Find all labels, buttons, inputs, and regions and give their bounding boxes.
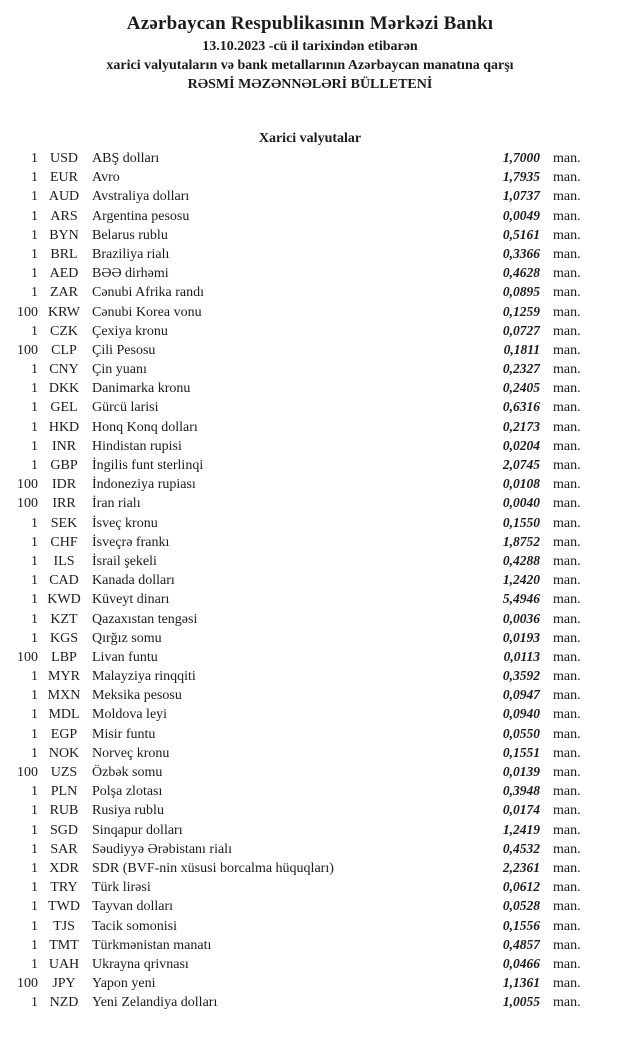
currency-code-cell: BRL <box>50 246 78 262</box>
quantity-cell: 100 <box>17 765 38 780</box>
currency-name-cell: Rusiya rublu <box>92 803 164 819</box>
rate-value-cell: 2,2361 <box>502 859 540 875</box>
currency-code-cell: EUR <box>50 170 78 186</box>
rate-row <box>0 282 620 301</box>
rate-row <box>0 321 620 340</box>
quantity-cell: 100 <box>17 496 38 512</box>
currency-code-cell: AED <box>49 266 79 282</box>
currency-code-cell: MYR <box>48 669 80 685</box>
currency-code-cell: ZAR <box>50 285 78 301</box>
rate-value-cell: 0,4288 <box>502 552 540 568</box>
rate-value-cell: 0,2173 <box>502 418 540 434</box>
currency-name-cell: Polşa zlotası <box>92 784 163 800</box>
rate-row <box>0 781 620 800</box>
unit-cell: man. <box>553 227 581 243</box>
currency-code-cell: PLN <box>50 784 78 800</box>
rate-row <box>0 455 620 474</box>
unit-cell: man. <box>553 918 581 934</box>
unit-cell: man. <box>553 784 581 800</box>
unit-cell: man. <box>553 496 581 512</box>
unit-cell: man. <box>553 458 581 473</box>
rate-row <box>0 474 620 493</box>
quantity-cell: 1 <box>31 899 38 915</box>
quantity-cell: 1 <box>31 170 38 186</box>
currency-name-cell: Hindistan rupisi <box>92 438 182 454</box>
currency-name-cell: Türk lirəsi <box>92 880 151 896</box>
rate-value-cell: 0,4628 <box>502 265 540 281</box>
currency-name-cell: Küveyt dinarı <box>92 592 170 608</box>
quantity-cell: 1 <box>31 592 38 608</box>
currency-name-cell: İndoneziya rupiası <box>92 477 196 493</box>
rate-row <box>0 148 620 167</box>
quantity-cell: 1 <box>31 266 38 282</box>
rate-row <box>0 397 620 416</box>
quantity-cell: 1 <box>31 381 38 397</box>
currency-code-cell: EGP <box>50 726 78 742</box>
rate-value-cell: 0,1259 <box>502 303 540 319</box>
rate-value-cell: 0,0204 <box>502 437 540 453</box>
currency-code-cell: TJS <box>53 918 75 934</box>
quantity-cell: 1 <box>31 362 38 378</box>
exchange-rates-table <box>0 148 620 1011</box>
unit-cell: man. <box>553 285 581 301</box>
unit-cell: man. <box>553 726 581 742</box>
rate-value-cell: 1,7000 <box>502 150 540 165</box>
quantity-cell: 1 <box>31 246 38 262</box>
currency-code-cell: KRW <box>48 304 80 320</box>
rate-value-cell: 0,1811 <box>503 341 540 357</box>
quantity-cell: 1 <box>31 880 38 896</box>
rate-value-cell: 0,0113 <box>503 648 540 664</box>
currency-name-cell: Yapon yeni <box>92 976 156 992</box>
currency-name-cell: Norveç kronu <box>92 745 170 761</box>
rate-value-cell: 0,0108 <box>502 476 540 492</box>
currency-code-cell: LBP <box>51 649 77 665</box>
rate-row <box>0 244 620 263</box>
rate-row <box>0 992 620 1011</box>
currency-name-cell: Yeni Zelandiya dolları <box>92 995 218 1011</box>
rate-row <box>0 896 620 915</box>
unit-cell: man. <box>553 189 581 205</box>
rate-row <box>0 570 620 589</box>
unit-cell: man. <box>553 688 581 704</box>
unit-cell: man. <box>553 841 581 857</box>
currency-code-cell: JPY <box>52 976 76 992</box>
currency-name-cell: Tayvan dolları <box>92 899 174 915</box>
unit-cell: man. <box>553 995 581 1011</box>
quantity-cell: 1 <box>31 515 38 531</box>
unit-cell: man. <box>553 515 581 531</box>
currency-code-cell: KGS <box>49 630 78 646</box>
rate-row <box>0 628 620 647</box>
unit-cell: man. <box>553 438 581 454</box>
unit-cell: man. <box>553 304 581 320</box>
rate-value-cell: 0,0612 <box>502 879 540 895</box>
currency-code-cell: SGD <box>49 822 78 838</box>
bulletin-header <box>0 0 620 94</box>
currency-name-cell: İran rialı <box>92 496 141 512</box>
currency-code-cell: ARS <box>50 208 78 224</box>
rate-row <box>0 186 620 205</box>
currency-code-cell: GEL <box>50 400 78 416</box>
quantity-cell: 1 <box>31 630 38 646</box>
quantity-cell: 1 <box>31 956 38 972</box>
quantity-cell: 1 <box>31 458 38 473</box>
rate-value-cell: 0,0174 <box>502 802 540 818</box>
rate-value-cell: 0,0727 <box>502 322 540 338</box>
currency-name-cell: Argentina pesosu <box>92 208 190 224</box>
quantity-cell: 1 <box>31 553 38 569</box>
rate-row <box>0 800 620 819</box>
currency-name-cell: SDR (BVF-nin xüsusi borcalma hüquqları) <box>92 860 334 876</box>
currency-code-cell: MXN <box>47 688 81 704</box>
quantity-cell: 1 <box>31 285 38 301</box>
rate-row <box>0 743 620 762</box>
currency-code-cell: USD <box>49 151 78 166</box>
bank-title: Azərbaycan Respublikasının Mərkəzi Bankı <box>126 13 494 34</box>
currency-name-cell: Moldova leyi <box>92 707 168 723</box>
rate-row <box>0 589 620 608</box>
unit-cell: man. <box>553 592 581 608</box>
currency-name-cell: Tacik somonisi <box>92 918 177 934</box>
currency-code-cell: DKK <box>48 381 80 397</box>
currency-name-cell: Qazaxıstan tengəsi <box>92 611 198 627</box>
quantity-cell: 1 <box>31 227 38 243</box>
quantity-cell: 1 <box>31 611 38 627</box>
quantity-cell: 1 <box>31 189 38 205</box>
rate-row <box>0 685 620 704</box>
currency-name-cell: Avro <box>92 170 120 186</box>
currency-code-cell: TMT <box>49 937 79 953</box>
quantity-cell: 1 <box>31 803 38 819</box>
rate-value-cell: 0,2327 <box>502 361 540 377</box>
rate-row <box>0 513 620 532</box>
currency-code-cell: RUB <box>49 803 79 819</box>
currency-code-cell: ILS <box>53 553 75 569</box>
unit-cell: man. <box>553 745 581 761</box>
rate-row <box>0 762 620 781</box>
currency-code-cell: NZD <box>49 995 79 1011</box>
quantity-cell: 1 <box>31 937 38 953</box>
rate-row <box>0 647 620 666</box>
unit-cell: man. <box>553 611 581 627</box>
currency-name-cell: İsveçrə frankı <box>92 534 170 550</box>
rate-value-cell: 5,4946 <box>502 591 540 607</box>
rate-row <box>0 167 620 186</box>
rate-value-cell: 0,0139 <box>502 764 540 779</box>
currency-code-cell: UAH <box>48 956 80 972</box>
quantity-cell: 1 <box>31 707 38 723</box>
quantity-cell: 1 <box>31 419 38 435</box>
quantity-cell: 100 <box>17 304 38 320</box>
quantity-cell: 1 <box>31 400 38 416</box>
unit-cell: man. <box>553 649 581 665</box>
quantity-cell: 1 <box>31 726 38 742</box>
currency-name-cell: İsveç kronu <box>92 515 158 531</box>
currency-code-cell: IRR <box>52 496 76 512</box>
currency-code-cell: TRY <box>50 880 78 896</box>
quantity-cell: 100 <box>17 976 38 992</box>
rate-value-cell: 0,0049 <box>502 207 540 223</box>
rate-value-cell: 0,0036 <box>502 610 540 626</box>
currency-name-cell: Danimarka kronu <box>92 381 191 397</box>
unit-cell: man. <box>553 323 581 339</box>
unit-cell: man. <box>553 400 581 416</box>
quantity-cell: 1 <box>31 841 38 857</box>
rate-value-cell: 0,5161 <box>502 226 540 242</box>
rate-row <box>0 839 620 858</box>
rate-row <box>0 340 620 359</box>
currency-code-cell: INR <box>51 438 77 454</box>
unit-cell: man. <box>553 860 581 876</box>
rate-row <box>0 551 620 570</box>
rate-value-cell: 0,3948 <box>502 783 540 799</box>
rate-row <box>0 724 620 743</box>
rate-value-cell: 1,2419 <box>502 821 540 837</box>
rate-value-cell: 1,0737 <box>502 188 540 204</box>
currency-code-cell: IDR <box>51 477 77 493</box>
currency-code-cell: CZK <box>50 323 78 339</box>
currency-code-cell: CHF <box>50 534 78 550</box>
currency-code-cell: KZT <box>50 611 78 627</box>
currency-name-cell: Avstraliya dolları <box>92 189 190 205</box>
unit-cell: man. <box>553 707 581 723</box>
rate-value-cell: 0,0947 <box>502 687 540 703</box>
unit-cell: man. <box>553 534 581 550</box>
section-title: Xarici valyutalar <box>258 131 362 146</box>
quantity-cell: 1 <box>31 784 38 800</box>
quantity-cell: 1 <box>31 669 38 685</box>
currency-code-cell: GBP <box>50 458 78 473</box>
rate-value-cell: 1,2420 <box>502 572 540 588</box>
currency-code-cell: NOK <box>48 745 80 761</box>
rate-value-cell: 0,4857 <box>502 936 540 952</box>
quantity-cell: 1 <box>31 323 38 339</box>
rate-value-cell: 0,0550 <box>502 725 540 741</box>
quantity-cell: 1 <box>31 208 38 224</box>
quantity-cell: 1 <box>31 918 38 934</box>
rate-row <box>0 935 620 954</box>
currency-name-cell: Kanada dolları <box>92 573 175 589</box>
currency-name-cell: Cənubi Afrika randı <box>92 285 204 301</box>
rate-row <box>0 858 620 877</box>
quantity-cell: 1 <box>31 745 38 761</box>
currency-name-cell: Çexiya kronu <box>92 323 168 339</box>
rate-row <box>0 666 620 685</box>
unit-cell: man. <box>553 342 581 358</box>
unit-cell: man. <box>553 208 581 224</box>
unit-cell: man. <box>553 669 581 685</box>
unit-cell: man. <box>553 899 581 915</box>
currency-name-cell: ABŞ dolları <box>92 151 160 166</box>
rate-value-cell: 1,8752 <box>502 533 540 549</box>
currency-code-cell: CLP <box>51 342 77 358</box>
unit-cell: man. <box>553 477 581 493</box>
rate-value-cell: 1,7935 <box>502 169 540 185</box>
rate-value-cell: 0,4532 <box>502 840 540 856</box>
currency-name-cell: Livan funtu <box>92 649 158 665</box>
currency-code-cell: CNY <box>49 362 79 378</box>
currency-name-cell: Türkmənistan manatı <box>92 937 212 953</box>
unit-cell: man. <box>553 630 581 646</box>
rate-value-cell: 0,3592 <box>502 668 540 684</box>
currency-code-cell: SAR <box>50 841 78 857</box>
unit-cell: man. <box>553 765 581 780</box>
unit-cell: man. <box>553 573 581 589</box>
currency-code-cell: AUD <box>48 189 80 205</box>
unit-cell: man. <box>553 266 581 282</box>
unit-cell: man. <box>553 553 581 569</box>
quantity-cell: 1 <box>31 151 38 166</box>
rate-row <box>0 493 620 512</box>
currency-code-cell: XDR <box>49 860 79 876</box>
unit-cell: man. <box>553 170 581 186</box>
unit-cell: man. <box>553 151 581 166</box>
currency-name-cell: Cənubi Korea vonu <box>92 304 202 320</box>
rate-row <box>0 225 620 244</box>
currency-name-cell: Belarus rublu <box>92 227 168 243</box>
rate-value-cell: 0,1556 <box>502 917 540 933</box>
rate-value-cell: 0,0466 <box>502 955 540 971</box>
rate-row <box>0 973 620 992</box>
currency-name-cell: BƏƏ dirhəmi <box>92 266 169 282</box>
rate-value-cell: 0,0040 <box>502 495 540 511</box>
currency-code-cell: KWD <box>47 592 81 608</box>
currency-code-cell: MDL <box>48 707 80 723</box>
rate-value-cell: 0,0528 <box>502 898 540 914</box>
rate-value-cell: 0,6316 <box>502 399 540 415</box>
rate-value-cell: 0,0895 <box>502 284 540 300</box>
bulletin-name-line: RƏSMİ MƏZƏNNƏLƏRİ BÜLLETENİ <box>187 77 433 92</box>
quantity-cell: 100 <box>17 342 38 358</box>
currency-name-cell: Çin yuanı <box>92 362 147 378</box>
currency-name-cell: Qırğız somu <box>92 630 162 646</box>
rate-value-cell: 1,1361 <box>502 975 540 991</box>
rate-row <box>0 436 620 455</box>
unit-cell: man. <box>553 956 581 972</box>
currency-name-cell: İsrail şekeli <box>92 553 157 569</box>
currency-code-cell: SEK <box>50 515 78 531</box>
currency-name-cell: İngilis funt sterlinqi <box>92 458 204 473</box>
currency-code-cell: HKD <box>48 419 80 435</box>
rate-row <box>0 302 620 321</box>
rate-row <box>0 206 620 225</box>
rate-value-cell: 0,2405 <box>502 380 540 396</box>
rate-row <box>0 916 620 935</box>
rate-row <box>0 609 620 628</box>
unit-cell: man. <box>553 937 581 953</box>
subject-line: xarici valyutaların və bank metallarının Azərbaycan manatına qarşı <box>106 58 514 73</box>
currency-code-cell: BYN <box>49 227 79 243</box>
quantity-cell: 1 <box>31 688 38 704</box>
currency-name-cell: Səudiyyə Ərəbistanı rialı <box>92 841 232 857</box>
rate-value-cell: 0,1550 <box>502 514 540 530</box>
currency-name-cell: Malayziya rinqqiti <box>92 669 196 685</box>
quantity-cell: 1 <box>31 860 38 876</box>
rate-row <box>0 532 620 551</box>
rate-value-cell: 0,1551 <box>502 744 540 760</box>
currency-name-cell: Gürcü larisi <box>92 400 159 416</box>
quantity-cell: 1 <box>31 822 38 838</box>
currency-name-cell: Meksika pesosu <box>92 688 182 704</box>
currency-name-cell: Braziliya rialı <box>92 246 170 262</box>
currency-name-cell: Misir funtu <box>92 726 156 742</box>
currency-code-cell: CAD <box>49 573 79 589</box>
unit-cell: man. <box>553 419 581 435</box>
currency-code-cell: TWD <box>48 899 80 915</box>
quantity-cell: 1 <box>31 573 38 589</box>
rate-row <box>0 820 620 839</box>
quantity-cell: 100 <box>17 477 38 493</box>
rate-value-cell: 1,0055 <box>502 994 540 1010</box>
rate-value-cell: 2,0745 <box>502 457 540 472</box>
quantity-cell: 1 <box>31 438 38 454</box>
rate-row <box>0 263 620 282</box>
unit-cell: man. <box>553 880 581 896</box>
currency-name-cell: Honq Konq dolları <box>92 419 198 435</box>
unit-cell: man. <box>553 381 581 397</box>
unit-cell: man. <box>553 976 581 992</box>
unit-cell: man. <box>553 822 581 838</box>
rate-value-cell: 0,3366 <box>502 245 540 261</box>
rate-row <box>0 417 620 436</box>
quantity-cell: 1 <box>31 534 38 550</box>
currency-name-cell: Ukrayna qrivnası <box>92 956 189 972</box>
currency-code-cell: UZS <box>50 765 78 780</box>
effective-date-line: 13.10.2023 -cü il tarixindən etibarən <box>202 39 418 54</box>
unit-cell: man. <box>553 803 581 819</box>
rate-row <box>0 704 620 723</box>
currency-name-cell: Çili Pesosu <box>92 342 156 358</box>
rate-value-cell: 0,0940 <box>502 706 540 722</box>
quantity-cell: 100 <box>17 649 38 665</box>
unit-cell: man. <box>553 362 581 378</box>
rate-row <box>0 359 620 378</box>
rate-row <box>0 378 620 397</box>
currency-name-cell: Özbək somu <box>92 765 163 780</box>
rate-row <box>0 954 620 973</box>
rate-row <box>0 877 620 896</box>
currency-name-cell: Sinqapur dolları <box>92 822 183 838</box>
rate-value-cell: 0,0193 <box>502 629 540 645</box>
quantity-cell: 1 <box>31 995 38 1011</box>
unit-cell: man. <box>553 246 581 262</box>
